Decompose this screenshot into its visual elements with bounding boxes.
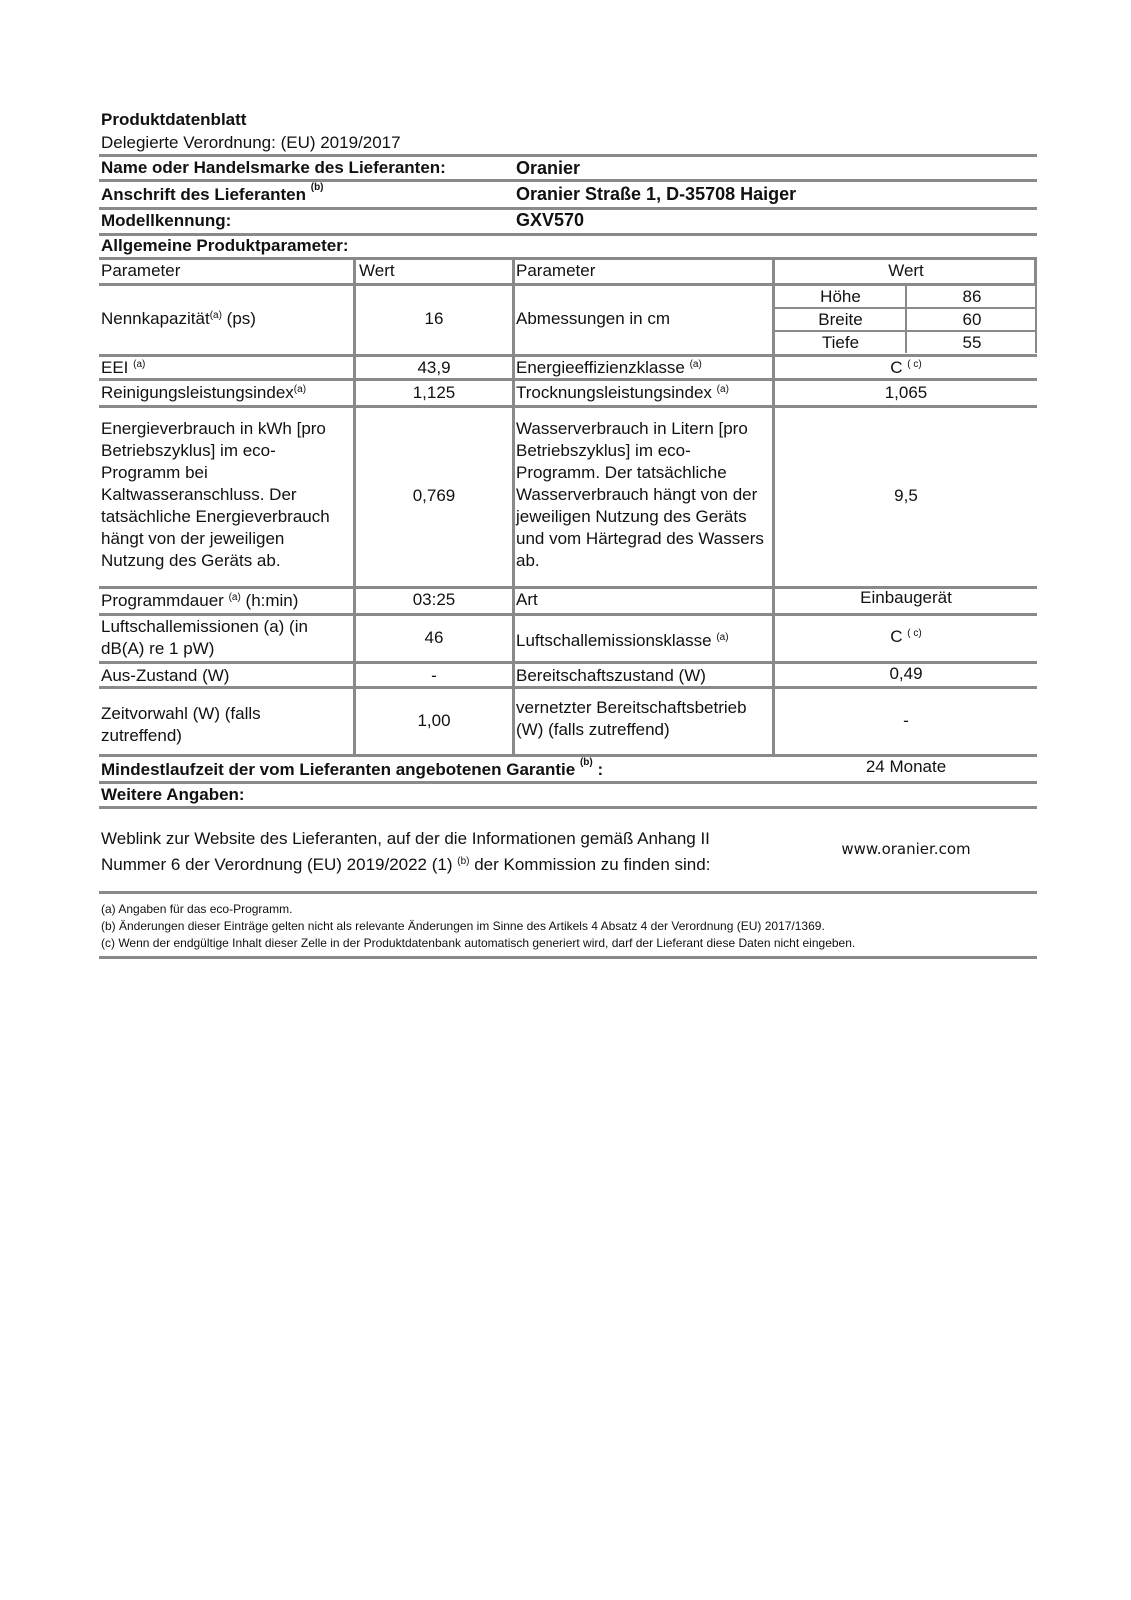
delay-start-value: 1,00 xyxy=(417,711,451,730)
width-label: Breite xyxy=(818,310,863,329)
general-parameters-label: Allgemeine Produktparameter: xyxy=(101,236,349,255)
width-value: 60 xyxy=(962,310,982,329)
regulation-line: Delegierte Verordnung: (EU) 2019/2017 xyxy=(101,133,401,152)
drying-index-label: Trocknungsleistungsindex $^{(a)}$ xyxy=(516,382,729,402)
standby-label: Bereitschaftszustand (W) xyxy=(516,665,706,685)
divider xyxy=(99,891,1037,894)
drying-index-value: 1,065 xyxy=(884,382,928,402)
water-consumption-label: Wasserverbrauch in Litern [pro Betriebszyklus] im eco-Programm. Der tatsächliche Wasserverbrauch hängt von der jeweiligen Nutzung des Geräts und vom Härtegrad des Wassers ab. xyxy=(516,419,764,570)
warranty-label: Mindestlaufzeit der vom Lieferanten angebotenen Garantie $^{(b)}$ : xyxy=(101,757,604,779)
program-duration-label: Programmdauer $^{(a)}$ (h:min) xyxy=(101,591,299,610)
dim-grid-line xyxy=(905,284,907,353)
further-info-label: Weitere Angaben: xyxy=(101,785,245,804)
dimensions-label: Abmessungen in cm xyxy=(516,309,671,328)
program-duration-value: 03:25 xyxy=(412,590,456,609)
footnote-a: (a) Angaben für das eco-Programm. xyxy=(101,902,293,916)
supplier-address-value: Oranier Straße 1, D-35708 Haiger xyxy=(516,184,797,204)
warranty-value: 24 Monate xyxy=(865,757,947,776)
model-label: Modellkennung: xyxy=(101,211,232,230)
table-column-line xyxy=(1034,258,1037,285)
footnote-b: (b) Änderungen dieser Einträge gelten nicht als relevante Änderungen im Sinne des Artikels 4 Absatz 4 der Verordnung (EU) 2017/1369. xyxy=(101,919,825,933)
dim-grid-line xyxy=(1035,284,1037,353)
table-column-line xyxy=(512,258,515,755)
network-standby-value: - xyxy=(903,711,909,730)
energy-class-label: Energieeffizienzklasse $^{(a)}$ xyxy=(516,357,702,377)
noise-label: Luftschallemissionen (a) (in dB(A) re 1 pW) xyxy=(101,617,308,658)
depth-label: Tiefe xyxy=(821,333,860,352)
off-mode-value: - xyxy=(431,665,437,685)
divider xyxy=(99,154,1037,157)
delay-start-label: Zeitvorwahl (W) (falls zutreffend) xyxy=(101,704,261,745)
supplier-name-value: Oranier xyxy=(516,158,581,178)
cleaning-index-value: 1,125 xyxy=(412,382,456,402)
document-title: Produktdatenblatt xyxy=(101,110,247,129)
footnote-c: (c) Wenn der endgültige Inhalt dieser Zelle in der Produktdatenbank automatisch generiert wird, darf der Lieferant diese Daten nicht eingeben. xyxy=(101,936,856,950)
divider xyxy=(99,956,1037,959)
weblink-description: Weblink zur Website des Lieferanten, auf der die Informationen gemäß Anhang II Nummer 6 der Verordnung (EU) 2019/2022 (1) $^{(b)}$ der Kommission zu finden sind: xyxy=(101,829,711,874)
table-column-line xyxy=(353,258,356,755)
energy-class-value: C $^{( c)}$ xyxy=(890,357,922,377)
noise-class-label: Luftschallemissionsklasse $^{(a)}$ xyxy=(516,631,729,650)
noise-class-value: C $^{( c)}$ xyxy=(890,627,922,646)
weblink-value[interactable]: www.oranier.com xyxy=(841,840,971,858)
network-standby-label: vernetzter Bereitschaftsbetrieb (W) (falls zutreffend) xyxy=(516,698,747,739)
type-value: Einbaugerät xyxy=(860,588,952,607)
table-column-line xyxy=(772,258,775,755)
supplier-name-label: Name oder Handelsmarke des Lieferanten: xyxy=(101,158,446,177)
header-value-2: Wert xyxy=(888,261,924,280)
cleaning-index-label: Reinigungsleistungsindex $^{(a)}$ xyxy=(101,382,307,402)
height-label: Höhe xyxy=(820,287,861,306)
off-mode-label: Aus-Zustand (W) xyxy=(101,665,230,685)
supplier-address-label: Anschrift des Lieferanten $^{(b)}$ xyxy=(101,182,324,204)
header-parameter-2: Parameter xyxy=(516,261,596,280)
header-parameter-1: Parameter xyxy=(101,261,181,280)
eei-label: EEI $^{(a)}$ xyxy=(101,357,146,377)
energy-consumption-label: Energieverbrauch in kWh [pro Betriebszyklus] im eco-Programm bei Kaltwasseranschluss. Der tatsächliche Energieverbrauch hängt von der jeweiligen Nutzung des Geräts ab. xyxy=(101,419,330,570)
water-consumption-value: 9,5 xyxy=(894,485,918,505)
capacity-value: 16 xyxy=(424,309,444,328)
divider xyxy=(99,806,1037,809)
noise-value: 46 xyxy=(424,628,444,647)
divider xyxy=(99,686,1037,689)
type-label: Art xyxy=(516,590,538,609)
model-value: GXV570 xyxy=(516,210,585,230)
energy-consumption-value: 0,769 xyxy=(412,485,456,505)
depth-value: 55 xyxy=(962,333,982,352)
height-value: 86 xyxy=(962,287,982,306)
header-value-1: Wert xyxy=(359,261,395,280)
capacity-label: Nennkapazität $^{(a)}$ (ps) xyxy=(101,309,256,328)
divider xyxy=(99,781,1037,784)
standby-value: 0,49 xyxy=(889,663,923,683)
divider xyxy=(99,179,1037,182)
eei-value: 43,9 xyxy=(417,357,451,377)
